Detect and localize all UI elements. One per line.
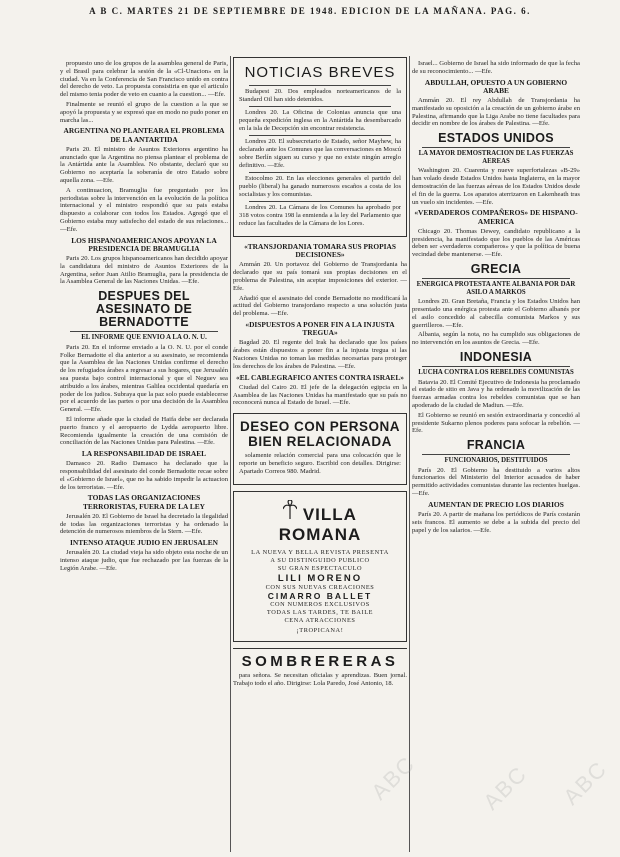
article-paragraph: Añadió que el asesinato del conde Bernadotte no modificará la actitud del Gobierno transjordano respecto a una solución justa del problema. —Efe. [233, 294, 407, 318]
article-headline: LA RESPONSABILIDAD DE ISRAEL [81, 449, 207, 459]
article-paragraph: Batavia 20. El Comité Ejecutivo de Indonesia ha proclamado el estado de sitio en Java y ha ordenado la movilización de las fuerzas armadas contra los rebeldes comunistas que se han apoderado de la ciudad de Madiun. —Efe. [412, 378, 580, 409]
article-subhead: LUCHA CONTRA LOS REBELDES COMUNISTAS [418, 368, 574, 376]
article-paragraph: París 20. A partir de mañana los periódicos de París costarán seis francos. El aumento se debe a la subida del precio del papel y de los salarios. —Efe. [412, 511, 580, 534]
divider [249, 201, 391, 202]
hat-ad [233, 648, 407, 692]
article-paragraph: Finalmente se reunió el grupo de la cuestion a la que se apoyó la propuesta y se expresó que en modo no pudo poner en marcha las... [60, 100, 228, 124]
article-headline: «DISPUESTOS A PONER FIN A LA INJUSTA TREGUA» [245, 319, 395, 338]
divider [249, 106, 391, 107]
running-head: A B C. MARTES 21 DE SEPTIEMBRE DE 1948. EDICION DE LA MAÑANA. PAG. 6. [89, 6, 531, 16]
watermark: ABC [558, 755, 613, 810]
divider [249, 172, 391, 173]
column-rule [230, 56, 231, 852]
watermark: ABC [366, 750, 421, 805]
column-rule [409, 56, 410, 852]
article-paragraph: París 20. El Gobierno ha destituido a varios altos funcionarios del Ministerio del Interior acusados de haber permitido actividades comunistas durante las recientes huelgas. —Efe. [412, 466, 580, 498]
watermark: ABC [478, 760, 533, 815]
article-headline: ABDULLAH, OPUESTO A UN GOBIERNO ARABE [424, 77, 568, 95]
villa-line: SU GRAN ESPECTACULO [277, 564, 363, 572]
article-paragraph: Albania, según la nota, no ha cumplido sus obligaciones de no intervención en los asuntos de Grecia. —Efe. [412, 331, 580, 347]
divider [422, 278, 570, 279]
villa-line: CON SUS NUEVAS CREACIONES [265, 583, 375, 591]
article-headline: ARGENTINA NO PLANTEARA EL PROBLEMA DE LA ANTARTIDA [63, 126, 225, 144]
article-paragraph: Paris 20. El ministro de Asuntos Exteriores argentino ha anunciado que la Argentina no piensa plantear el problema de la Antártida ante la Asamblea. No obstante, declaró que su Gobierno no aceptaría la soberanía de otro Estado sobre aquella zona. —Efe. [60, 145, 228, 184]
article-headline: LOS HISPANOAMERICANOS APOYAN LA PRESIDENCIA DE BRAMUGLIA [71, 235, 217, 253]
villa-line: CENA ATRACCIONES [284, 616, 356, 624]
article-paragraph: Jerusalén 20. La ciudad vieja ha sido objeto esta noche de un intenso ataque judio, que fue rechazado por las fuerzas de la Legión Arabe. —Efe. [60, 549, 228, 573]
classified-ad-text: solamente relación comercial para una colocación que le reporte un beneficio seguro. Escribid con detalles. Dirigirse: Apartado Correos 980. Madrid. [239, 452, 401, 476]
article-paragraph: Israel... Gobierno de Israel ha sido informado de que la fecha de su reconocimiento... —Efe. [412, 60, 580, 75]
villa-footer: ¡TROPICANA! [296, 626, 344, 634]
section-headline: INDONESIA [459, 349, 533, 364]
article-headline: «TRANSJORDANIA TOMARA SUS PROPIAS DECISIONES» [244, 242, 396, 260]
article-headline: INTENSO ATAQUE JUDIO EN JERUSALEN [70, 538, 218, 548]
divider [249, 85, 391, 86]
villa-line: TODAS LAS TARDES, TE BAILE [266, 609, 374, 617]
article-subhead: EL INFORME QUE ENVIO A LA O. N. U. [81, 334, 207, 342]
article-headline: «EL CABLEGRAFICO ANTES CONTRA ISRAEL» [236, 372, 404, 382]
article-paragraph: Washington 20. Cuarenta y nueve superfortalezas «B-29» han volado desde Estados Unidos hasta Inglaterra, en la mayor demostración de las fuerzas aéreas de los Estados Unidos desde el fin de la guerra. Los aparatos aterrizaron en Lakenheath tras un vuelo sin incidentes. —Efe. [412, 167, 580, 206]
article-paragraph: Jerusalén 20. El Gobierno de Israel ha decretado la ilegalidad de todas las organizaciones terroristas y ha ordenado la detención de numerosos miembros de la Stern. —Efe. [60, 512, 228, 536]
article-paragraph: Londres 20. Gran Bretaña, Francia y los Estados Unidos han presentado una enérgica protesta ante el Gobierno albanés por el asilo concedido al cabecilla comunista Markos y sus guerrilleros. —Efe. [412, 298, 580, 329]
article-headline: «VERDADEROS COMPAÑEROS» DE HISPANO-AMERICA [414, 208, 578, 226]
article-paragraph: Ammán 20. El rey Abdullah de Transjordania ha manifestado su oposición a la creación de un gobierno árabe en Palestina, afirmando que la Liga Arabe no tiene facultades para decidir en nombre de los árabes de Palestina. —Efe. [412, 97, 580, 128]
villa-romana-name: VILLA ROMANA [278, 505, 362, 545]
column-left [60, 60, 228, 850]
divider [422, 454, 570, 455]
article-subhead: LA MAYOR DEMOSTRACION DE LAS FUERZAS AEREAS [418, 150, 574, 165]
villa-romana-title [240, 502, 400, 545]
news-brief-list [239, 88, 401, 228]
divider [70, 331, 218, 332]
center-articles [233, 243, 407, 407]
article-paragraph: Ammán 20. Un portavoz del Gobierno de Transjordania ha declarado que su país tomará sus propias decisiones en el problema de Palestina, sin aceptar imposiciones del exterior. —Efe. [233, 261, 407, 292]
classified-ad-title: DESEO CON PERSONA BIEN RELACIONADA [239, 419, 401, 450]
section-headline: FRANCIA [466, 438, 526, 453]
villa-line: CON NUMEROS EXCLUSIVOS [270, 601, 370, 609]
column-center [233, 57, 407, 847]
palm-leaf-icon [283, 500, 297, 520]
article-headline: AUMENTAN DE PRECIO LOS DIARIOS [428, 499, 564, 509]
section-headline: DESPUES DEL ASESINATO DE BERNADOTTE [95, 289, 193, 330]
divider [422, 147, 570, 148]
article-paragraph: A continuacion, Bramuglia fue preguntado por los periodistas sobre la intervención en la evolución de la política internacional y el ministro respondió que su pais estaba dispuesto a colaborar con todos los Estados. Agregó que el Gobierno estaba muy satisfecho del estado de sus relaciones... —Efe. [60, 186, 228, 233]
article-paragraph: Damasco 20. Radio Damasco ha declarado que la responsabilidad del asesinato del conde Bernadotte recae sobre el «Gobierno de Israel», que no ha sabido impedir la actuacion de los terroristas. —Efe. [60, 460, 228, 491]
section-headline: ESTADOS UNIDOS [438, 131, 554, 146]
hat-ad-text: para señora. Se necesitan oficialas y aprendizas. Buen jornal. Trabajo todo el año. Dirigirse: Lola Paredo, José Antonio, 18. [233, 671, 407, 687]
villa-line: A SU DISTINGUIDO PUBLICO [270, 556, 370, 564]
article-paragraph: Paris 20. En el informe enviado a la O. N. U. por el conde Folke Bernadotte el dia anterior a su asesinato, se recomienda que la Asamblea de las Naciones Unidas confirme el derecho de los refugiados árabes a regresar a sus hogares, que Jerusalén sea puesta bajo control internacional y que el Neguev sea atribuido a los árabes, mientras Galilea occidental quedaría en poder de los judios. Subraya que la paz solo puede establecerse por el acuerdo de las partes o por una decisión de la Asamblea General. —Efe. [60, 343, 228, 414]
hat-ad-title: SOMBRERERAS [241, 652, 399, 670]
classified-ad-box [233, 413, 407, 485]
divider [422, 366, 570, 367]
news-brief-item: Estocolmo 20. En las elecciones generales el partido del pueblo (liberal) ha ganado numerosos escaños a costa de los socialistas y los comunistas. [239, 175, 401, 198]
divider [249, 135, 391, 136]
article-paragraph: Paris 20. Los grupos hispanoamericanos han decidido apoyar la candidatura del ministro de Asuntos Exteriores de la Argentina, señor Juan Atilio Bramuglia, para la presidencia de la Asamblea General de las Naciones Unidas. —Efe. [60, 254, 228, 286]
news-brief-item: Budapest 20. Dos empleados norteamericanos de la Standard Oil han sido detenidos. [239, 88, 401, 103]
article-paragraph: El informe añade que la ciudad de Haifa debe ser declarada puerto franco y el aeropuerto de Lydda aeropuerto libre. Recomienda igualmente la creación de una comisión de conciliación de las Naciones Unidas para Palestina. —Efe. [60, 415, 228, 447]
villa-ballet: CIMARRO BALLET [267, 591, 373, 602]
article-headline: TODAS LAS ORGANIZACIONES TERRORISTAS, FUERA DE LA LEY [82, 493, 206, 511]
news-brief-box [233, 57, 407, 237]
article-paragraph: Ciudad del Cairo 20. El jefe de la delegación egipcia en la Asamblea de las Naciones Unidas ha manifestado que su país no reconocerá nunca al Estado de Israel. —Efe. [233, 383, 407, 407]
column-right [412, 60, 580, 850]
news-brief-title: NOTICIAS BREVES [244, 64, 396, 81]
section-headline: GRECIA [470, 261, 522, 276]
article-subhead: ENERGICA PROTESTA ANTE ALBANIA POR DAR ASILO A MARKOS [416, 280, 576, 296]
villa-star: LILI MORENO [277, 572, 363, 584]
article-paragraph: El Gobierno se reunió en sesión extraordinaria y concedió al presidente Sukarno plenos poderes para sofocar la rebelión. —Efe. [412, 411, 580, 435]
article-paragraph: propuesto uno de los grupos de la asamblea general de Paris, y el Brasil para celebrar la sesión de la «Cl-Unacion» en la ciudad. Va en la Conferencia de San Francisco unido en contra del derecho de veto. La propuesta consistiria en que el articulo del mismo tenia poder de veto en cuanto a la cuestion... —Efe. [60, 60, 228, 99]
article-paragraph: Chicago 20. Thomas Dewey, candidato republicano a la presidencia, ha manifestado que los pueblos de las Américas deben ser «verdaderos compañeros» y que la política de buena vecindad debe mantenerse. —Efe. [412, 227, 580, 259]
article-paragraph: Bagdad 20. El regente del Irak ha declarado que los países árabes están dispuestos a poner fin a la injusta tregua si las Naciones Unidas no toman las medidas necesarias para proteger los derechos de los árabes de Palestina. —Efe. [233, 339, 407, 370]
news-brief-item: Londres 20. La Oficina de Colonias anuncia que una pequeña expedición inglesa en la Antártida ha desembarcado en la isla de Decepción sin encontrar resistencia. [239, 109, 401, 132]
villa-romana-ad [233, 491, 407, 641]
article-subhead: FUNCIONARIOS, DESTITUIDOS [444, 457, 548, 465]
villa-line: LA NUEVA Y BELLA REVISTA PRESENTA [251, 549, 389, 557]
news-brief-item: Londres 20. El subsecretario de Estado, señor Mayhew, ha declarado ante los Comunes que las conversaciones en Moscú sobre Berlín siguen su curso y que no existe ningún arreglo definitivo. —Efe. [239, 138, 401, 169]
news-brief-item: Londres 20. La Cámara de los Comunes ha aprobado por 318 votos contra 198 la enmienda a la ley del Parlamento que reduce las facultades de la Cámara de los Lores. [239, 204, 401, 227]
